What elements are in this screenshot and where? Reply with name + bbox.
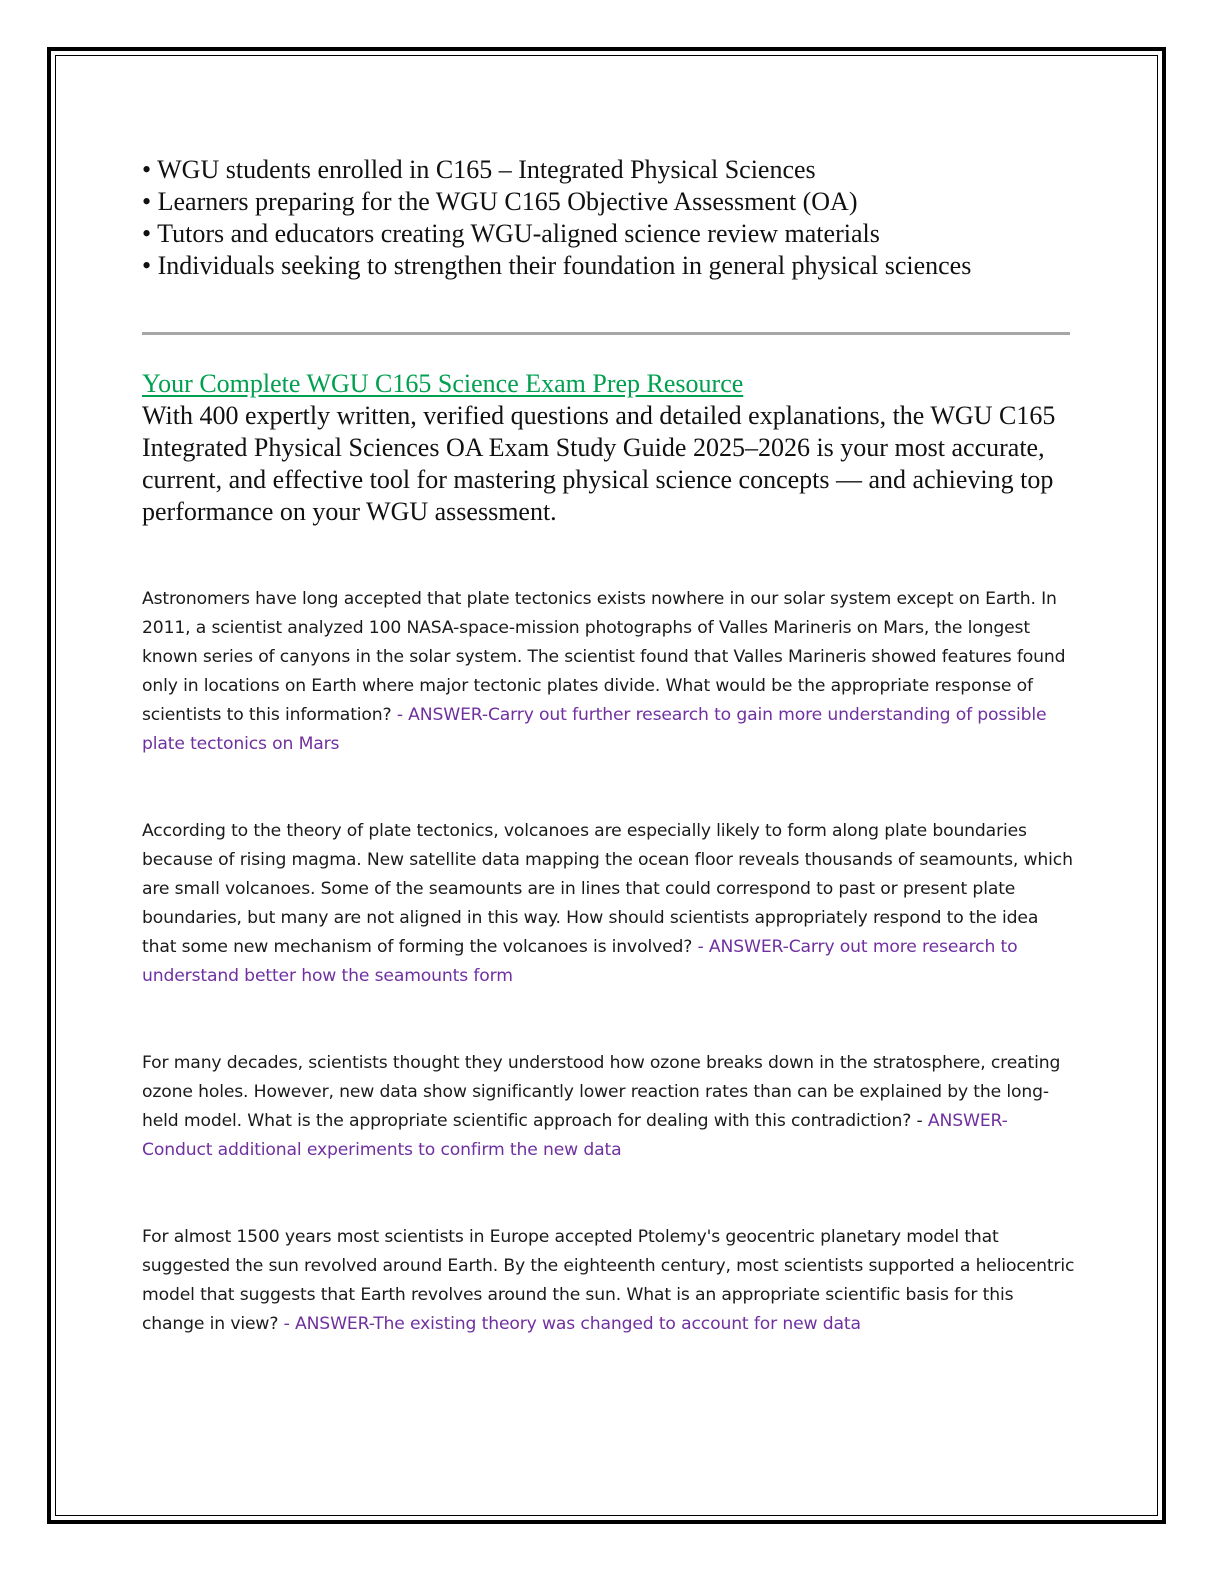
section-divider — [142, 332, 1070, 335]
answer-text: ANSWER-Conduct additional experiments to confirm the new data — [142, 1111, 1008, 1160]
audience-bullet: • WGU students enrolled in C165 – Integrated Physical Sciences — [142, 155, 816, 184]
resource-description: With 400 expertly written, verified questions and detailed explanations, the WGU C165 Integrated Physical Sciences OA Exam Study Guide 2025–2026 is your most accurate, current, and effective tool for mastering physical science concepts — and achieving top performance on your WGU assessment. — [142, 401, 1056, 526]
question-text: For many decades, scientists thought they understood how ozone breaks down in the stratosphere, creating ozone holes. However, new data show significantly lower reaction rates than can be explained by the long-held model. What is the appropriate scientific approach for dealing with this contradiction? - — [142, 1053, 1061, 1131]
question-block — [142, 817, 1077, 991]
answer-text: - ANSWER-Carry out further research to gain more understanding of possible plate tectonics on Mars — [142, 705, 1047, 754]
question-block — [142, 1049, 1077, 1165]
audience-bullet: • Learners preparing for the WGU C165 Objective Assessment (OA) — [142, 187, 858, 216]
question-block — [142, 1223, 1077, 1339]
answer-text: - ANSWER-Carry out more research to understand better how the seamounts form — [142, 937, 1018, 986]
page-content — [142, 154, 1077, 1339]
audience-bullet: • Individuals seeking to strengthen their foundation in general physical sciences — [142, 251, 972, 280]
audience-bullet-list — [142, 154, 1077, 282]
question-text: According to the theory of plate tectonics, volcanoes are especially likely to form along plate boundaries because of rising magma. New satellite data mapping the ocean floor reveals thousands of seamounts, which are small volcanoes. Some of the seamounts are in lines that could correspond to past or present plate boundaries, but many are not aligned in this way. How should scientists appropriately respond to the idea that some new mechanism of forming the volcanoes is involved? — [142, 821, 1073, 957]
question-block — [142, 585, 1077, 759]
answer-text: - ANSWER-The existing theory was changed to account for new data — [283, 1314, 861, 1334]
question-text: Astronomers have long accepted that plate tectonics exists nowhere in our solar system except on Earth. In 2011, a scientist analyzed 100 NASA-space-mission photographs of Valles Marineris on Mars, the longest known series of canyons in the solar system. The scientist found that Valles Marineris showed features found only in locations on Earth where major tectonic plates divide. What would be the appropriate response of scientists to this information? — [142, 589, 1066, 725]
resource-heading-link[interactable]: Your Complete WGU C165 Science Exam Prep Resource — [142, 369, 744, 398]
audience-bullet: • Tutors and educators creating WGU-aligned science review materials — [142, 219, 880, 248]
question-text: For almost 1500 years most scientists in Europe accepted Ptolemy's geocentric planetary model that suggested the sun revolved around Earth. By the eighteenth century, most scientists supported a heliocentric model that suggests that Earth revolves around the sun. What is an appropriate scientific basis for this change in view? — [142, 1227, 1075, 1334]
